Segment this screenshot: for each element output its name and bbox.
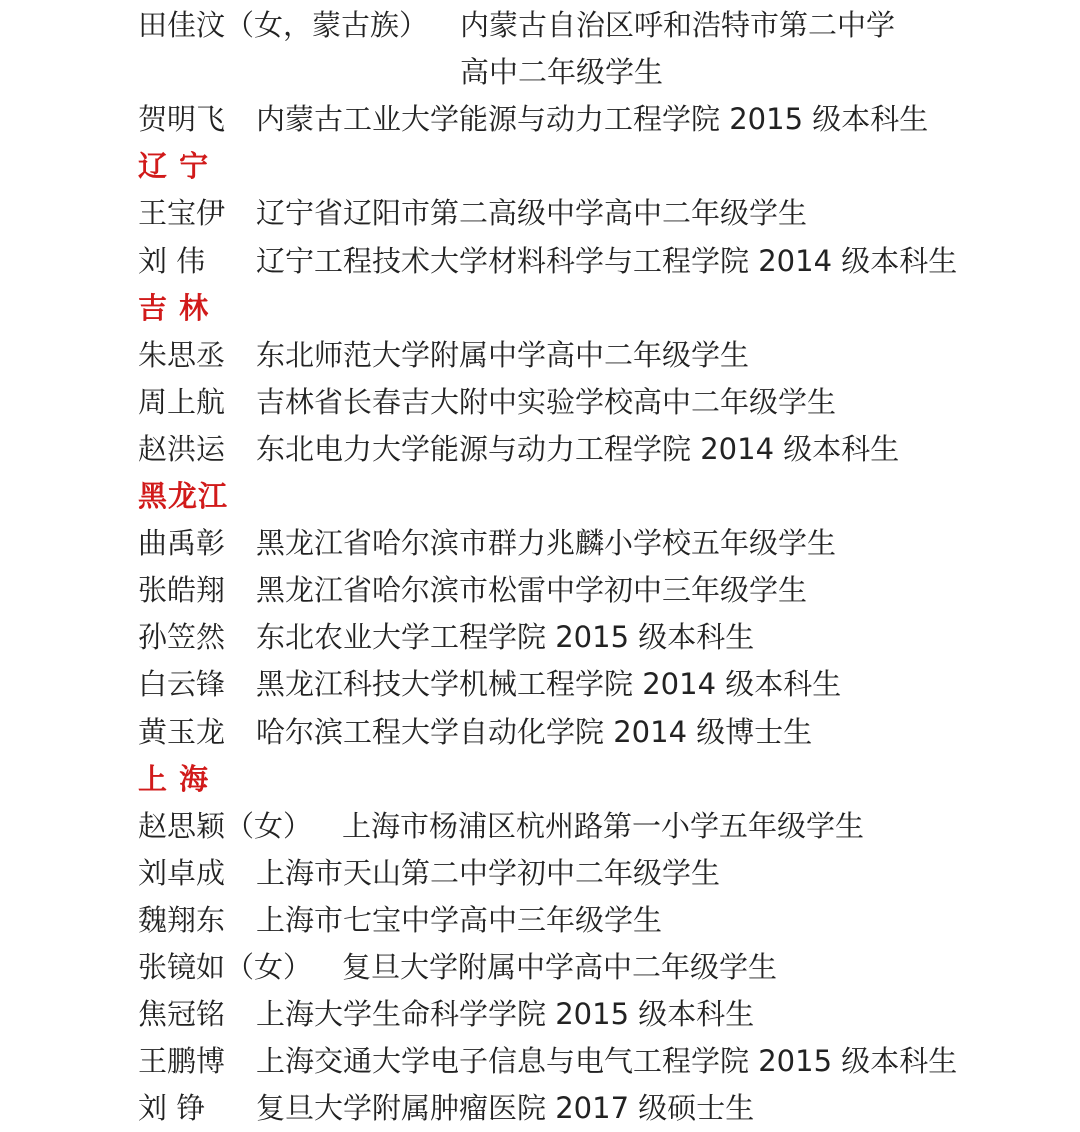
- person-name: 张皓翔: [138, 573, 226, 608]
- school-description: 黑龙江省哈尔滨市松雷中学初中三年级学生: [256, 573, 808, 608]
- school-description: 东北师范大学附属中学高中二年级学生: [256, 337, 750, 372]
- person-name: 曲禹彰: [138, 526, 226, 561]
- person-name: 刘卓成: [138, 855, 226, 890]
- person-name: 魏翔东: [138, 902, 226, 937]
- person-name: 王鹏博: [138, 1044, 226, 1079]
- region-label: 吉 林: [138, 290, 210, 325]
- school-description: 上海交通大学电子信息与电气工程学院 2015 级本科生: [256, 1044, 958, 1079]
- person-name: 贺明飞: [138, 102, 226, 137]
- region-label: 上 海: [138, 761, 210, 796]
- person-name: 王宝伊: [138, 196, 226, 231]
- school-description: 上海市天山第二中学初中二年级学生: [256, 855, 721, 890]
- school-description: 东北农业大学工程学院 2015 级本科生: [256, 620, 755, 655]
- person-name: 焦冠铭: [138, 997, 226, 1032]
- school-description: 哈尔滨工程大学自动化学院 2014 级博士生: [256, 714, 813, 749]
- school-description: 辽宁工程技术大学材料科学与工程学院 2014 级本科生: [256, 243, 958, 278]
- school-description: 内蒙古自治区呼和浩特市第二中学: [460, 8, 896, 42]
- school-description: 上海市七宝中学高中三年级学生: [256, 902, 663, 937]
- person-name: 田佳汶（女，蒙古族）: [138, 8, 429, 42]
- school-description: 复旦大学附属肿瘤医院 2017 级硕士生: [256, 1091, 755, 1126]
- school-description: 吉林省长春吉大附中实验学校高中二年级学生: [256, 384, 837, 419]
- person-name: 赵洪运: [138, 431, 226, 466]
- school-description: 辽宁省辽阳市第二高级中学高中二年级学生: [256, 196, 808, 231]
- person-name: 刘 伟: [138, 243, 206, 278]
- region-label: 辽 宁: [138, 149, 210, 184]
- school-description: 黑龙江省哈尔滨市群力兆麟小学校五年级学生: [256, 526, 837, 561]
- person-name: 赵思颖（女）: [138, 808, 313, 843]
- school-description: 东北电力大学能源与动力工程学院 2014 级本科生: [256, 431, 900, 466]
- person-name: 周上航: [138, 384, 226, 419]
- person-name: 白云锋: [138, 667, 226, 702]
- person-name: 孙笠然: [138, 620, 226, 655]
- person-name: 刘 铮: [138, 1091, 206, 1126]
- region-label: 黑龙江: [138, 479, 229, 513]
- school-description: 上海大学生命科学学院 2015 级本科生: [256, 997, 755, 1032]
- person-name: 张镜如（女）: [138, 950, 313, 984]
- person-name: 朱思丞: [138, 337, 226, 372]
- school-description: 内蒙古工业大学能源与动力工程学院 2015 级本科生: [256, 102, 929, 137]
- school-description: 上海市杨浦区杭州路第一小学五年级学生: [342, 808, 865, 843]
- school-description: 黑龙江科技大学机械工程学院 2014 级本科生: [256, 667, 842, 702]
- school-description: 复旦大学附属中学高中二年级学生: [342, 950, 778, 984]
- school-description: 高中二年级学生: [460, 55, 664, 90]
- person-name: 黄玉龙: [138, 714, 226, 749]
